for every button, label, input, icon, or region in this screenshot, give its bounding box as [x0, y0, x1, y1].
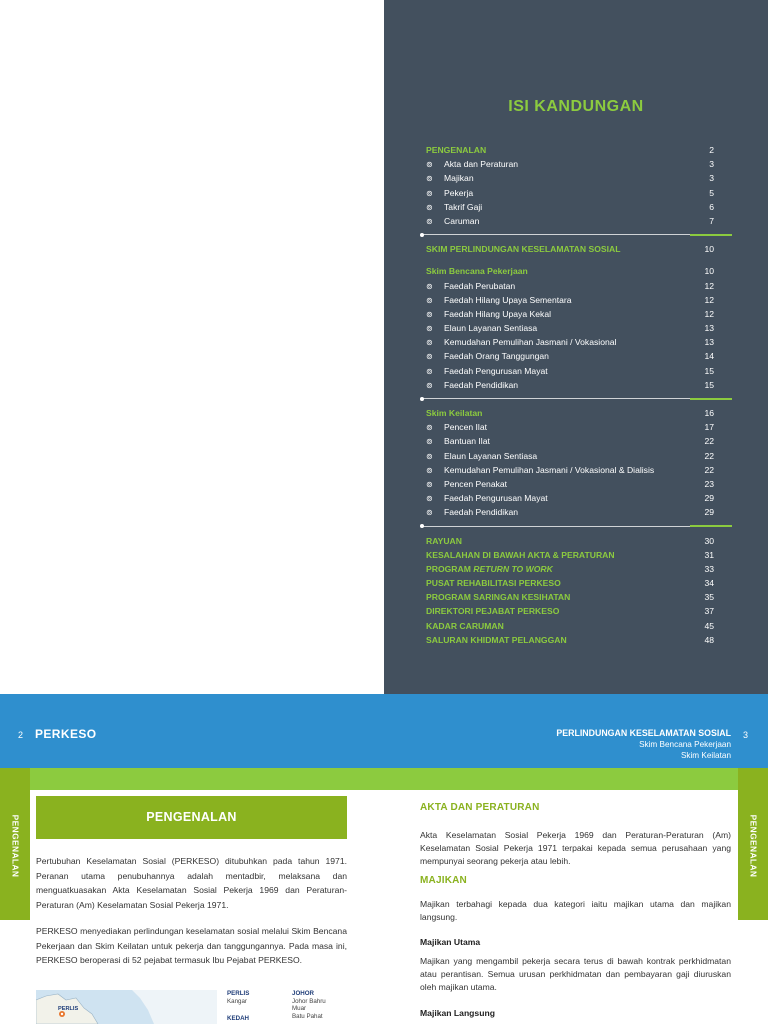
right-page-number: 3: [743, 730, 749, 740]
toc-entry-label: [426, 562, 553, 576]
toc-entry-page: 29: [704, 493, 714, 504]
subheading-majikan-langsung: Majikan Langsung: [420, 1008, 495, 1018]
city-name: Johor Bahru: [292, 997, 326, 1005]
toc-entry[interactable]: [426, 242, 730, 256]
bullet-icon: ⊚: [426, 380, 433, 390]
toc-entry-page: 3: [709, 173, 714, 184]
toc-entry-label: [426, 576, 561, 590]
toc-entry[interactable]: [426, 477, 730, 491]
toc-entry[interactable]: [426, 364, 730, 378]
toc-entry-page: 15: [704, 365, 714, 376]
toc-entry[interactable]: [426, 186, 730, 200]
toc-entry-page: 5: [709, 187, 714, 198]
toc-entry-page: 7: [709, 215, 714, 226]
toc-entry-page: 23: [704, 478, 714, 489]
toc-entry-text: Skim Keilatan: [426, 408, 483, 418]
toc-entry-text: PUSAT REHABILITASI PERKESO: [426, 578, 561, 589]
bullet-icon: ⊚: [426, 437, 433, 447]
toc-entry-label: [426, 590, 570, 604]
left-page-number: 2: [18, 730, 24, 740]
toc-entry[interactable]: [426, 321, 730, 335]
toc-list: [426, 143, 730, 647]
toc-entry-page: 3: [709, 159, 714, 170]
toc-entry-page: 13: [704, 337, 714, 348]
toc-entry-label: [426, 633, 567, 647]
toc-entry-label: [426, 534, 462, 548]
toc-entry-text: Takrif Gaji: [444, 201, 483, 212]
side-tab-left: [0, 768, 30, 920]
brand-logo: PERKESO: [35, 727, 97, 741]
running-header: [556, 728, 731, 761]
toc-entry-text: Elaun Layanan Sentiasa: [444, 450, 538, 461]
section-title: PENGENALAN: [36, 796, 347, 839]
heading-majikan: MAJIKAN: [420, 875, 467, 886]
toc-entry-text: PROGRAM SARINGAN KESIHATAN: [426, 592, 571, 603]
toc-entry-label: [426, 307, 551, 322]
toc-entry[interactable]: [426, 279, 730, 293]
toc-entry-label: [426, 505, 518, 520]
toc-entry-text: Faedah Orang Tanggungan: [444, 351, 549, 362]
toc-entry[interactable]: [426, 293, 730, 307]
bullet-icon: ⊚: [426, 465, 433, 475]
toc-entry[interactable]: [426, 576, 730, 590]
toc-entry-label: [426, 349, 549, 364]
toc-entry[interactable]: [426, 349, 730, 363]
toc-entry-label: [426, 242, 620, 256]
toc-entry-text: DIREKTORI PEJABAT PERKESO: [426, 606, 560, 617]
toc-entry-label: [426, 449, 537, 464]
toc-entry-text: PROGRAM: [426, 563, 474, 574]
side-tab-left-label: PENGENALAN: [10, 814, 21, 877]
toc-entry-page: 17: [704, 422, 714, 433]
toc-entry-page: 2: [709, 145, 714, 155]
toc-entry-text: Akta dan Peraturan: [444, 159, 519, 170]
toc-entry-text: SKIM PERLINDUNGAN KESELAMATAN SOSIAL: [426, 244, 621, 255]
intro-paragraph-1: Pertubuhan Keselamatan Sosial (PERKESO) ditubuhkan pada tahun 1971. Peranan utama penubuhannya adalah mentadbir, melaksana dan menguatkuasakan Akta Keselamatan Sosial Pekerja 1969 dan Peraturan-Peraturan (Am) Keselamatan Sosial Pekerja 1971.: [36, 856, 347, 910]
heading-akta: AKTA DAN PERATURAN: [420, 802, 540, 813]
office-map: [36, 990, 217, 1024]
toc-entry-text: Caruman: [444, 215, 480, 226]
state-name: JOHOR: [292, 990, 315, 997]
toc-divider: [422, 526, 732, 527]
akta-paragraph: Akta Keselamatan Sosial Pekerja 1969 dan Peraturan-Peraturan (Am) Keselamatan Sosial Pekerja 1971 terpakai kepada semua perusahaan yang mempunyai seorang pekerja atau lebih.: [420, 830, 731, 866]
toc-entry[interactable]: [426, 214, 730, 228]
bullet-icon: ⊚: [426, 423, 433, 433]
majikan-paragraph: Majikan terbahagi kepada dua kategori iaitu majikan utama dan majikan langsung.: [420, 899, 731, 922]
toc-entry-label: [426, 186, 473, 201]
toc-entry[interactable]: [426, 378, 730, 392]
toc-entry[interactable]: [426, 619, 730, 633]
toc-entry-page: 12: [704, 294, 714, 305]
office-list-perlis: [227, 990, 249, 1005]
toc-entry-label: [426, 264, 528, 278]
intro-paragraph-2: PERKESO menyediakan perlindungan keselamatan sosial melalui Skim Bencana Pekerjaan dan Skim Keilatan untuk pekerja dan tanggungannya. Pada masa ini, PERKESO beroperasi di 52 pejabat termasuk Ibu Pejabat PERKESO.: [36, 926, 347, 966]
toc-title: ISI KANDUNGAN: [508, 98, 644, 115]
toc-entry[interactable]: [426, 420, 730, 434]
bullet-icon: ⊚: [426, 188, 433, 198]
toc-entry[interactable]: [426, 171, 730, 185]
toc-entry-page: 34: [704, 578, 714, 589]
toc-entry-text: Faedah Pengurusan Mayat: [444, 365, 548, 376]
bullet-icon: ⊚: [426, 281, 433, 291]
toc-entry-page: 22: [704, 450, 714, 461]
toc-entry-label: [426, 548, 615, 562]
toc-entry-page: 12: [704, 308, 714, 319]
toc-entry-label: [426, 364, 548, 379]
toc-entry-page: 15: [704, 379, 714, 390]
toc-divider: [422, 398, 732, 399]
toc-entry-page: 35: [704, 592, 714, 603]
toc-entry-page: 12: [704, 280, 714, 291]
toc-entry[interactable]: [426, 307, 730, 321]
toc-divider: [422, 234, 732, 235]
toc-entry-label: [426, 200, 482, 215]
office-list-kedah: [227, 1015, 249, 1023]
majikan-utama-paragraph: Majikan yang mengambil pekerja secara terus di bawah kontrak perkhidmatan atau perantisan. Semua urusan perkhidmatan dan pembayaran gaji diuruskan oleh majikan utama.: [420, 956, 731, 992]
blank-page: [0, 0, 384, 694]
toc-entry-page: 14: [704, 351, 714, 362]
toc-entry[interactable]: [426, 335, 730, 349]
toc-entry-label: [426, 463, 654, 478]
toc-entry-page: 6: [709, 201, 714, 212]
toc-entry[interactable]: [426, 505, 730, 519]
toc-entry[interactable]: [426, 604, 730, 618]
toc-entry-label: [426, 157, 518, 172]
toc-entry-text: Pencen Penakat: [444, 478, 508, 489]
city-name: Muar: [292, 1005, 307, 1013]
toc-entry-page: 10: [704, 266, 714, 277]
toc-entry-label: [426, 604, 559, 618]
toc-entry-label: [426, 491, 548, 506]
toc-entry[interactable]: [426, 449, 730, 463]
bullet-icon: ⊚: [426, 295, 433, 305]
toc-entry-text: PENGENALAN: [426, 145, 487, 155]
toc-entry[interactable]: [426, 264, 730, 278]
toc-entry[interactable]: [426, 548, 730, 562]
toc-entry-label: [426, 406, 482, 420]
toc-entry[interactable]: [426, 143, 730, 157]
bullet-icon: ⊚: [426, 352, 433, 362]
bullet-icon: ⊚: [426, 174, 433, 184]
toc-entry-text: Kemudahan Pemulihan Jasmani / Vokasional: [444, 337, 617, 348]
bullet-icon: ⊚: [426, 202, 433, 212]
bullet-icon: ⊚: [426, 479, 433, 489]
bullet-icon: ⊚: [426, 324, 433, 334]
subheading-majikan-utama: Majikan Utama: [420, 937, 481, 947]
toc-entry-label: [426, 420, 487, 435]
toc-entry-page: 22: [704, 464, 714, 475]
toc-entry-text: KESALAHAN DI BAWAH AKTA & PERATURAN: [426, 549, 615, 560]
toc-entry-label: [426, 335, 616, 350]
toc-entry-label: [426, 619, 504, 633]
toc-entry-page: 37: [704, 606, 714, 617]
bullet-icon: ⊚: [426, 338, 433, 348]
toc-entry-page: 16: [704, 408, 714, 418]
toc-entry-label: [426, 293, 572, 308]
toc-entry-text: Pencen Ilat: [444, 422, 487, 433]
toc-entry-italic: RETURN TO WORK: [473, 563, 553, 574]
toc-entry-text: Kemudahan Pemulihan Jasmani / Vokasional & Dialisis: [444, 464, 655, 475]
toc-entry-label: [426, 214, 479, 229]
toc-entry-page: 48: [704, 634, 714, 645]
running-header-sub2: Skim Keilatan: [680, 751, 731, 760]
bullet-icon: ⊚: [426, 366, 433, 376]
bullet-icon: ⊚: [426, 309, 433, 319]
toc-entry-page: 45: [704, 620, 714, 631]
toc-entry-text: KADAR CARUMAN: [426, 620, 504, 631]
bullet-icon: ⊚: [426, 494, 433, 504]
toc-entry[interactable]: [426, 590, 730, 604]
toc-entry-page: 13: [704, 323, 714, 334]
city-name: Kangar: [227, 997, 247, 1005]
toc-entry[interactable]: [426, 200, 730, 214]
toc-entry-text: SALURAN KHIDMAT PELANGGAN: [426, 634, 567, 645]
toc-spacer: [426, 256, 730, 264]
toc-entry-text: Faedah Hilang Upaya Kekal: [444, 308, 552, 319]
toc-entry[interactable]: [426, 463, 730, 477]
toc-entry[interactable]: [426, 534, 730, 548]
toc-entry-page: 29: [704, 507, 714, 518]
side-tab-right: [738, 768, 768, 920]
toc-entry-label: [426, 378, 518, 393]
toc-entry-label: [426, 171, 474, 186]
toc-entry-text: Skim Bencana Pekerjaan: [426, 266, 528, 277]
running-header-title: PERLINDUNGAN KESELAMATAN SOSIAL: [556, 728, 731, 738]
toc-entry-text: RAYUAN: [426, 535, 462, 546]
toc-entry-text: Faedah Pengurusan Mayat: [444, 493, 548, 504]
toc-entry[interactable]: [426, 157, 730, 171]
bullet-icon: ⊚: [426, 451, 433, 461]
green-strip: [30, 768, 738, 790]
toc-entry[interactable]: [426, 406, 730, 420]
toc-entry-text: Faedah Hilang Upaya Sementara: [444, 294, 572, 305]
toc-entry-text: Pekerja: [444, 187, 474, 198]
toc-entry[interactable]: [426, 434, 730, 448]
toc-entry-text: Faedah Perubatan: [444, 280, 516, 291]
toc-entry-label: [426, 279, 515, 294]
toc-entry[interactable]: [426, 491, 730, 505]
toc-entry-text: Majikan: [444, 173, 474, 184]
toc-entry-text: Elaun Layanan Sentiasa: [444, 323, 538, 334]
state-name: KEDAH: [227, 1015, 250, 1022]
office-list-johor: [292, 990, 326, 1020]
toc-entry-page: 31: [704, 549, 714, 560]
bullet-icon: ⊚: [426, 160, 433, 170]
bullet-icon: ⊚: [426, 508, 433, 518]
toc-entry-label: [426, 321, 537, 336]
table-of-contents: [384, 0, 768, 694]
toc-entry-text: Faedah Pendidikan: [444, 379, 519, 390]
toc-entry-page: 30: [704, 535, 714, 546]
toc-entry-label: [426, 477, 507, 492]
toc-entry-label: [426, 434, 490, 449]
city-name: Batu Pahat: [292, 1012, 323, 1020]
toc-entry-label: [426, 143, 486, 157]
toc-entry[interactable]: [426, 562, 730, 576]
state-name: PERLIS: [227, 990, 250, 997]
toc-entry-text: Faedah Pendidikan: [444, 507, 519, 518]
running-header-sub1: Skim Bencana Pekerjaan: [639, 740, 731, 749]
toc-entry[interactable]: [426, 633, 730, 647]
toc-entry-page: 10: [704, 244, 714, 255]
bullet-icon: ⊚: [426, 216, 433, 226]
side-tab-right-label: PENGENALAN: [748, 814, 759, 877]
toc-entry-page: 33: [704, 563, 714, 574]
toc-entry-page: 22: [704, 436, 714, 447]
toc-entry-text: Bantuan Ilat: [444, 436, 490, 447]
map-state-label: PERLIS: [58, 1006, 79, 1012]
